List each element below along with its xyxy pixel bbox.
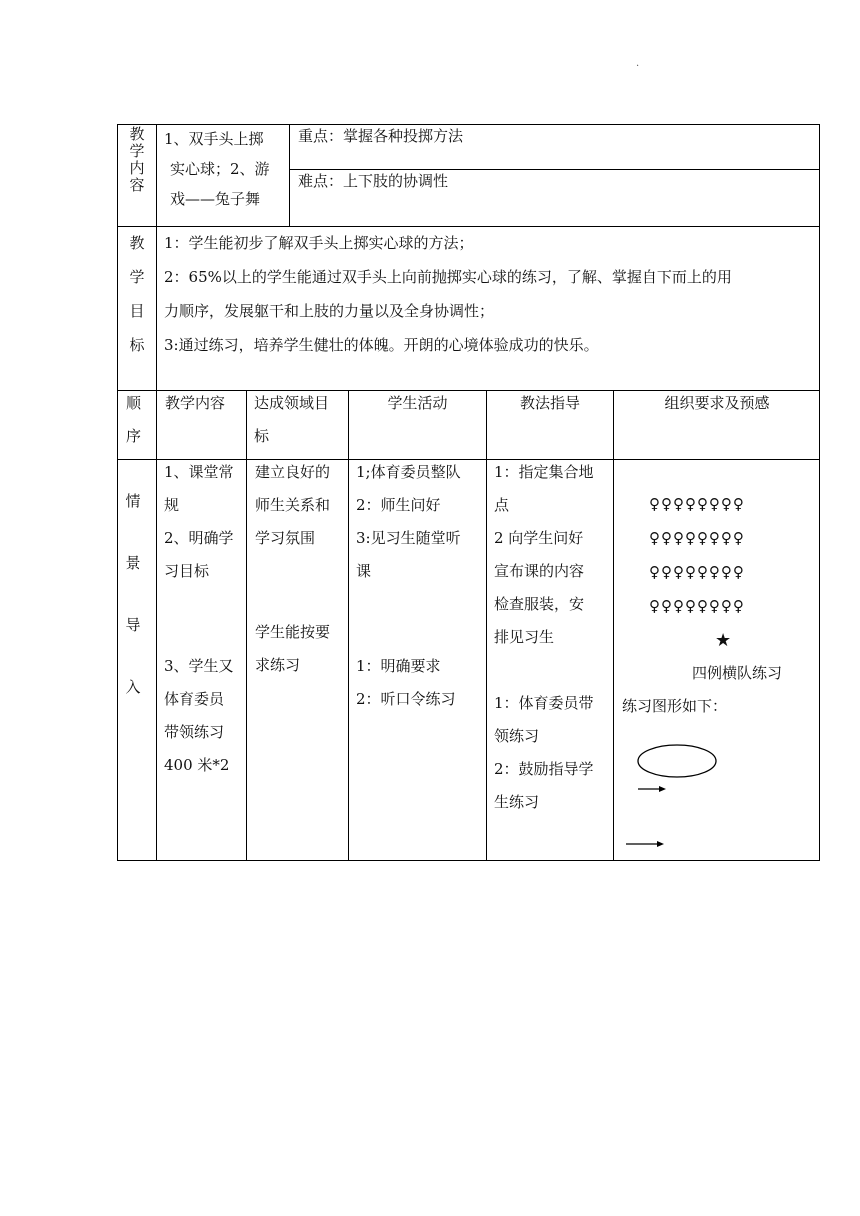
student-line: 2：师生问好	[356, 496, 441, 514]
goal-line: 师生关系和	[255, 496, 331, 514]
student-line: 课	[356, 562, 372, 580]
header-order	[126, 387, 141, 453]
body-goal-a	[255, 456, 330, 555]
difficult-point: 难点：上下肢的协调性	[298, 172, 449, 190]
body-method-a	[494, 456, 594, 654]
objective-line: 2：65%以上的学生能通过双手头上向前抛掷实心球的练习，了解、掌握自下而上的用	[164, 268, 732, 286]
body-label-char: 入	[125, 678, 141, 696]
header-order-char: 顺	[126, 394, 142, 412]
goal-line: 求练习	[255, 656, 301, 674]
goal-column-line	[348, 390, 349, 861]
content-line: 带领练习	[164, 723, 225, 741]
row1-content-line	[289, 124, 290, 226]
objective-line: 3:通过练习，培养学生健壮的体魄。开朗的心境体验成功的快乐。	[164, 336, 599, 354]
method-line: 1：指定集合地	[494, 463, 594, 481]
content-column-line	[246, 390, 247, 861]
arrow-right-icon	[638, 786, 666, 792]
student-line: 1;体育委员整队	[356, 463, 461, 481]
figure-caption: 练习图形如下：	[622, 697, 728, 715]
track-ellipse-icon	[638, 745, 716, 777]
formation-caption: 四例横队练习	[692, 664, 783, 682]
body-label-char: 景	[125, 554, 141, 572]
header-content: 教学内容	[165, 394, 226, 412]
header-goal	[254, 387, 329, 453]
row1-label-char: 内	[129, 159, 145, 177]
header-mark: .	[636, 58, 640, 69]
objective-line: 1：学生能初步了解双手头上掷实心球的方法；	[164, 234, 474, 252]
method-line: 排见习生	[494, 628, 555, 646]
header-method: 教法指导	[519, 394, 580, 412]
method-line: 宣布课的内容	[494, 562, 585, 580]
formation-row: ♀♀♀♀♀♀♀♀	[649, 495, 745, 513]
formation-row: ♀♀♀♀♀♀♀♀	[649, 563, 745, 581]
header-goal-line: 达成领域目	[254, 394, 330, 412]
method-line: 1：体育委员带	[494, 694, 594, 712]
body-goal-b	[255, 616, 330, 682]
student-column-line	[486, 390, 487, 861]
content-line: 1、课堂常	[164, 463, 234, 481]
method-line: 2：鼓励指导学	[494, 760, 594, 778]
row1-label-char: 学	[129, 142, 145, 160]
body-student-a	[356, 456, 461, 588]
header-goal-line: 标	[254, 427, 270, 445]
row2-label-char: 标	[129, 336, 145, 354]
row1-content-line-text: 戏——兔子舞	[170, 190, 261, 208]
row1-content-line-text: 实心球；2、游	[170, 160, 270, 178]
formation-row: ♀♀♀♀♀♀♀♀	[649, 597, 745, 615]
goal-line: 学生能按要	[255, 623, 331, 641]
content-line: 规	[164, 496, 180, 514]
key-point: 重点：掌握各种投掷方法	[298, 127, 464, 145]
objective-line: 力顺序，发展躯干和上肢的力量以及全身协调性；	[164, 302, 495, 320]
row1-label	[118, 126, 156, 194]
student-line: 1：明确要求	[356, 657, 441, 675]
content-line: 2、明确学	[164, 529, 234, 547]
method-column-line	[613, 390, 614, 861]
body-student-b	[356, 650, 456, 716]
student-line: 2：听口令练习	[356, 690, 456, 708]
header-order-char: 序	[126, 427, 142, 445]
content-line: 习目标	[164, 562, 210, 580]
row1-label-char: 教	[129, 125, 145, 143]
header-student: 学生活动	[387, 394, 448, 412]
goal-line: 建立良好的	[255, 463, 331, 481]
arrow-right-icon	[626, 841, 664, 847]
body-label-char: 情	[125, 492, 141, 510]
row2-label	[118, 226, 156, 362]
student-line: 3:见习生随堂听	[356, 529, 461, 547]
row1-label-char: 容	[129, 176, 145, 194]
goal-line: 学习氛围	[255, 529, 316, 547]
method-line: 点	[494, 496, 510, 514]
method-line: 2 向学生问好	[494, 529, 584, 547]
method-line: 生练习	[494, 793, 540, 811]
content-line: 体育委员	[164, 690, 225, 708]
label-column-line	[156, 124, 157, 861]
formation-row: ♀♀♀♀♀♀♀♀	[649, 529, 745, 547]
row1-content	[164, 124, 270, 214]
row2-label-char: 目	[129, 302, 145, 320]
header-org: 组织要求及预感	[664, 394, 770, 412]
body-label	[118, 470, 148, 718]
row2-objectives	[164, 226, 732, 362]
row2-label-char: 学	[129, 268, 145, 286]
method-line: 领练习	[494, 727, 540, 745]
content-line: 400 米*2	[164, 756, 230, 774]
row2-label-char: 教	[129, 234, 145, 252]
body-content-a	[164, 456, 234, 588]
content-line: 3、学生又	[164, 657, 234, 675]
body-content-b	[164, 650, 234, 782]
body-label-char: 导	[125, 616, 141, 634]
practice-diagram	[620, 735, 740, 855]
body-method-b	[494, 687, 594, 819]
teacher-star-icon: ★	[715, 630, 732, 651]
row1-content-line-text: 1、双手头上掷	[164, 130, 264, 148]
method-line: 检查服装，安	[494, 595, 585, 613]
